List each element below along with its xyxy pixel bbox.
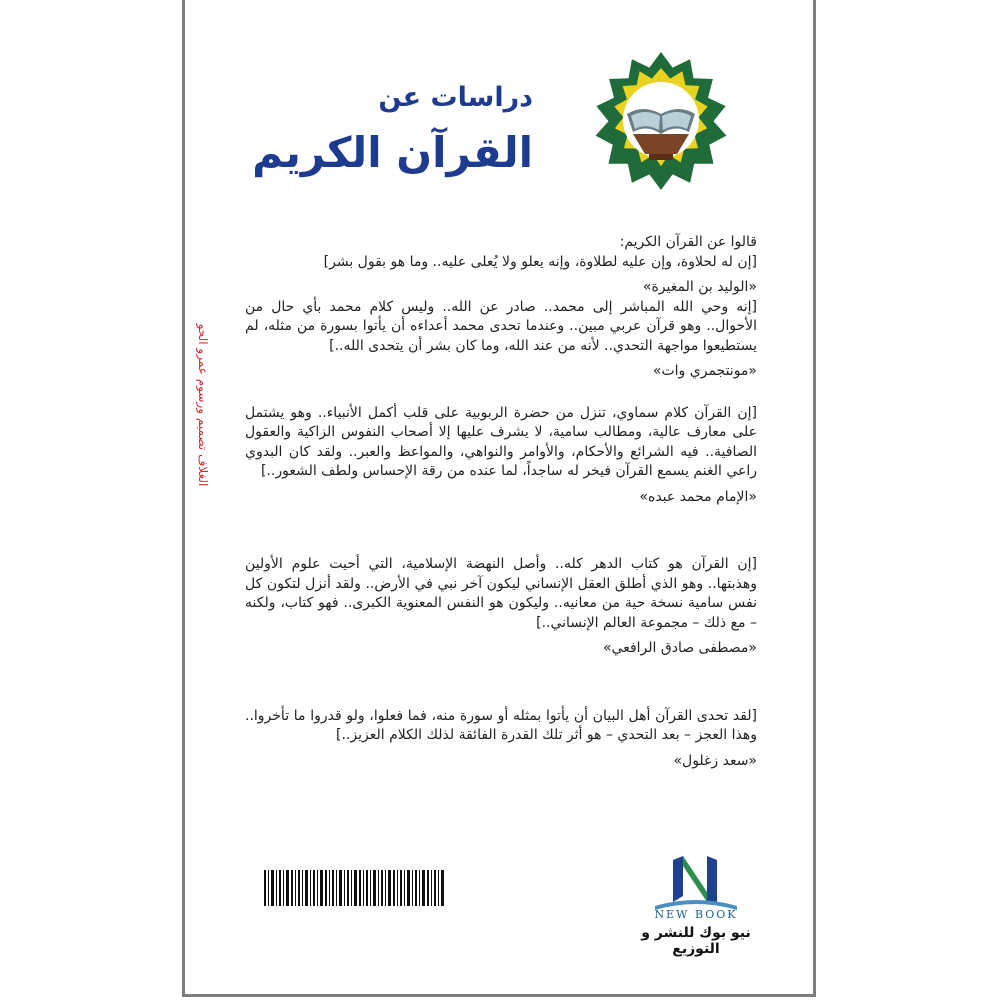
quotes-section [245, 233, 757, 771]
book-back-cover [182, 0, 816, 997]
quote-author: «سعد زغلول» [673, 752, 757, 769]
quote-author: «الوليد بن المغيرة» [642, 279, 757, 295]
cover-title: القرآن الكريم [252, 128, 533, 177]
quote-text: [إن له لحلاوة، وإن عليه لطلاوة، وإنه يعلو ولا يُعلى عليه.. وما هو بقول بشر] [323, 253, 757, 270]
quote-text: [إنه وحي الله المباشر إلى محمد.. صادر عن الله.. وليس كلام محمد بأي حال من الأحوال.. وهو قرآن عربي مبين.. وعندما تحدى محمد أعداءه أن يأتوا بسورة من مثله، لم يستطيعوا مواجهة التحدي.. لأنه من عند الله، وما كان بشر أن يتحدى الله..] [245, 298, 757, 354]
publisher-latin-name: NEW BOOK [654, 908, 738, 921]
new-book-logo-icon [651, 852, 741, 912]
cover-design-credit: الغلاف تصميم ورسوم عمرو الحو [196, 323, 210, 487]
cover-subtitle: دراسات عن [378, 82, 533, 113]
quran-stand-emblem-icon [585, 50, 737, 202]
quote-author: «مصطفى صادق الرافعي» [602, 640, 757, 656]
quote-text: [إن القرآن هو كتاب الدهر كله.. وأصل النهضة الإسلامية، التي أحيت علوم الأولين وهذبتها.. وهو الذي أطلق العقل الإنساني ليكون آخر نبي في الأرض.. ولقد أنزل لتكون كل نفس سامية نسخة حية من معانيه.. وليكون هو النفس المعنوية الكبرى.. فهو كتاب، ولكنه – مع ذلك – مجموعة العالم الإنساني..] [245, 556, 757, 631]
publisher-arabic-name: نيو بوك للنشر و التوزيع [641, 925, 751, 957]
quote-text: [إن القرآن كلام سماوي، تنزل من حضرة الربوبية على قلب أكمل الأنبياء.. وهو يشتمل على معارف عالية، ومطالب سامية، لا يشرف عليها إلا أصحاب النفوس الزاكية والعقول الصافية.. فيه الشرائع والأحكام، والأوامر والنواهي، والمواعظ والعبر.. ولقد كان البدوي راعي الغنم يسمع القرآن فيخر له ساجداً، لما عنده من رقة الإحساس ولطف الشعور..] [245, 404, 757, 479]
quote-author: «الإمام محمد عبده» [639, 488, 757, 505]
quote-author: «مونتجمري وات» [652, 363, 757, 379]
quote-text: [لقد تحدى القرآن أهل البيان أن يأتوا بمثله أو سورة منه، فما فعلوا، ولو قدروا ما تأخروا.. وهذا العجز – بعد التحدي – هو أثر تلك القدرة الفائقة لذلك الكلام العزيز..] [245, 707, 757, 743]
barcode [264, 870, 446, 906]
intro-line: قالوا عن القرآن الكريم: [619, 234, 757, 250]
